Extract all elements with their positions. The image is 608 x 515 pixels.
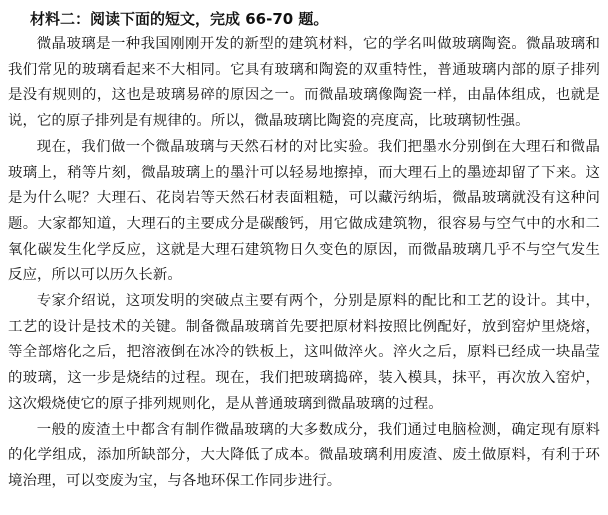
paragraph-environment: 一般的废渣土中都含有制作微晶玻璃的大多数成分，我们通过电脑检测，确定现有原料的化学组成，添加所缺部分，大大降低了成本。微晶玻璃利用废渣、废土做原料，有利于环境治理，可以变废为宝，与各地环保工作同步进行。 xyxy=(8,421,600,489)
paragraph-intro: 微晶玻璃是一种我国刚刚开发的新型的建筑材料，它的学名叫做玻璃陶瓷。微晶玻璃和我们常见的玻璃看起来不大相同。它具有玻璃和陶瓷的双重特性，普通玻璃内部的原子排列是没有规则的，这也是玻璃易碎的原因之一。而微晶玻璃像陶瓷一样，由晶体组成，也就是说，它的原子排列是有规律的。所以，微晶玻璃比陶瓷的亮度高，比玻璃韧性强。 xyxy=(8,36,600,130)
paragraph-process: 专家介绍说，这项发明的突破点主要有两个，分别是原料的配比和工艺的设计。其中，工艺的设计是技术的关键。制备微晶玻璃首先要把原材料按照比例配好，放到窑炉里烧熔，等全部熔化之后，把溶液倒在冰冷的铁板上，这叫做淬火。淬火之后，原料已经成一块晶莹的玻璃，这一步是烧结的过程。现在，我们把玻璃捣碎，装入模具，抹平，再次放入窑炉，这次煅烧使它的原子排列规则化，是从普通玻璃到微晶玻璃的过程。 xyxy=(8,293,600,412)
material-heading: 材料二：阅读下面的短文，完成 66-70 题。 xyxy=(30,10,329,28)
paragraph-experiment: 现在，我们做一个微晶玻璃与天然石材的对比实验。我们把墨水分别倒在大理石和微晶玻璃上，稍等片刻，微晶玻璃上的墨汁可以轻易地擦掉，而大理石上的墨迹却留了下来。这是为什么呢？大理石、花岗岩等天然石材表面粗糙，可以藏污纳垢，微晶玻璃就没有这种问题。大家都知道，大理石的主要成分是碳酸钙，用它做成建筑物，很容易与空气中的水和二氧化碳发生化学反应，这就是大理石建筑物日久变色的原因，而微晶玻璃几乎不与空气发生反应，所以可以历久长新。 xyxy=(8,138,600,284)
